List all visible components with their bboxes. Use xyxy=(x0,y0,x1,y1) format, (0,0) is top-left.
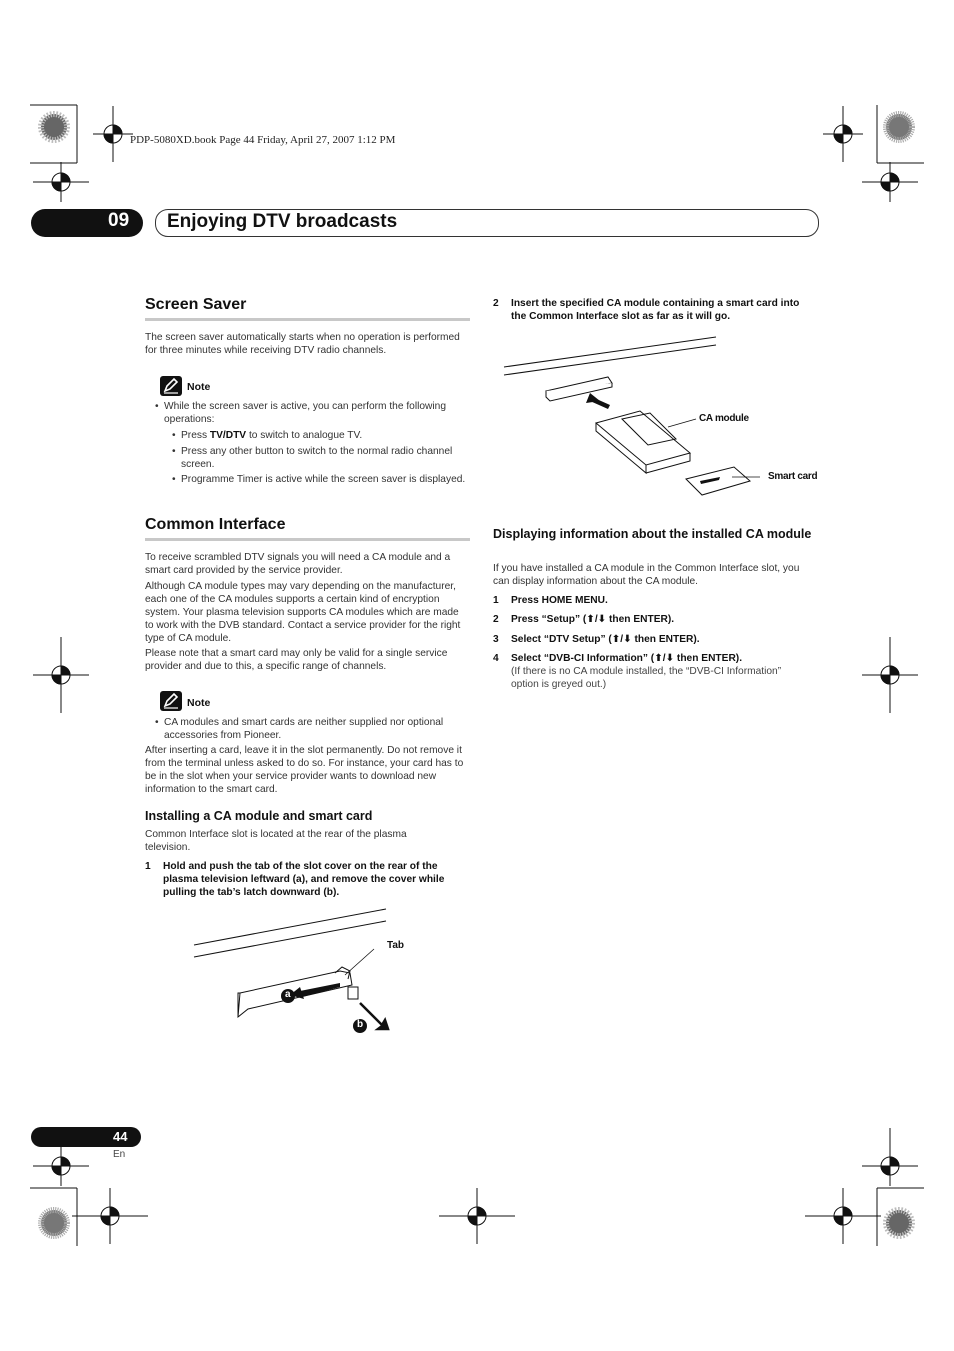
ci-para-3: Please note that a smart card may only be valid for a single service provider and due to this, a specific range of channels. xyxy=(145,648,448,672)
step-number: 3 xyxy=(493,634,499,645)
display-step-3 xyxy=(493,633,813,646)
step-number: 1 xyxy=(145,861,151,872)
step-2-text: Insert the specified CA module containing a smart card into the Common Interface slot as far as it will go. xyxy=(511,298,800,322)
display-step-4 xyxy=(493,652,813,665)
ci-after-note: After inserting a card, leave it in the slot permanently. Do not remove it from the terminal unless asked to do so. For instance, your card has to be in the slot when your service provider wants to download new information to the smart card. xyxy=(145,745,464,795)
sub-bullet-3: Programme Timer is active while the screen saver is displayed. xyxy=(181,474,466,485)
ci-para-2: Although CA module types may vary depending on the manufacturer, each one of the CA modules supports a certain kind of encryption system. Your plasma television supports CA modules which are made to work with the DVB standard. Contact a service provider for the right type of CA module. xyxy=(145,581,461,644)
sub-bullet-2: Press any other button to switch to the normal radio channel screen. xyxy=(181,446,453,470)
step-text: Select “DVB-CI Information” (⬆/⬇ then ENTER). xyxy=(511,653,743,664)
step-number: 2 xyxy=(493,614,499,625)
step-2 xyxy=(493,297,815,323)
displaying-body: If you have installed a CA module in the Common Interface slot, you can display information about the CA module. xyxy=(493,563,800,587)
page-language: En xyxy=(113,1149,126,1160)
step-1-text: Hold and push the tab of the slot cover on the rear of the plasma television leftward (a), and remove the cover while pulling the tab’s latch downward (b). xyxy=(163,861,445,898)
step-text: Select “DTV Setup” (⬆/⬇ then ENTER). xyxy=(511,634,700,645)
step-text: Press “Setup” (⬆/⬇ then ENTER). xyxy=(511,614,675,625)
heading-rule xyxy=(145,538,470,541)
display-step-1 xyxy=(493,594,813,607)
list-item: • Programme Timer is active while the screen saver is displayed. xyxy=(172,474,468,487)
ca-module-label: CA module xyxy=(699,413,749,424)
note-label: Note xyxy=(187,697,211,709)
common-interface-heading: Common Interface xyxy=(145,516,286,533)
list-item: • CA modules and smart cards are neither supplied nor optional accessories from Pioneer. xyxy=(155,717,471,742)
heading-rule xyxy=(145,318,470,321)
callout-a: a xyxy=(285,989,291,1000)
chapter-number: 09 xyxy=(108,210,130,231)
callout-b: b xyxy=(357,1019,364,1030)
step-1 xyxy=(145,860,465,899)
step-number: 4 xyxy=(493,653,499,664)
ci-note-bullet: CA modules and smart cards are neither supplied nor optional accessories from Pioneer. xyxy=(164,717,444,741)
step-4-note: (If there is no CA module installed, the “DVB-CI Information” option is greyed out.) xyxy=(511,666,782,690)
screen-saver-heading: Screen Saver xyxy=(145,296,247,313)
installing-body: Common Interface slot is located at the rear of the plasma television. xyxy=(145,829,407,853)
smart-card-label: Smart card xyxy=(768,471,818,482)
list-item: • Press TV/DTV to switch to analogue TV. xyxy=(172,430,363,441)
slot-cover-illustration xyxy=(190,905,410,1040)
sub-bullet-prefix: Press xyxy=(181,430,210,441)
list-item: • While the screen saver is active, you can perform the following operations: xyxy=(155,401,471,426)
page-number: 44 xyxy=(113,1129,128,1144)
step-number: 1 xyxy=(493,595,499,606)
tab-label: Tab xyxy=(387,940,405,951)
step-text: Press HOME MENU. xyxy=(511,595,608,606)
displaying-heading: Displaying information about the installed CA module xyxy=(493,527,812,541)
note-label: Note xyxy=(187,381,211,393)
display-step-2 xyxy=(493,613,813,626)
sub-bullet-suffix: to switch to analogue TV. xyxy=(246,430,363,441)
chapter-title: Enjoying DTV broadcasts xyxy=(167,211,398,232)
ci-para-1: To receive scrambled DTV signals you will need a CA module and a smart card provided by the service provider. xyxy=(145,552,451,576)
step-number: 2 xyxy=(493,298,499,309)
print-info-line: PDP-5080XD.book Page 44 Friday, April 27, 2007 1:12 PM xyxy=(130,134,396,146)
screen-saver-body: The screen saver automatically starts when no operation is performed for three minutes while receiving DTV radio channels. xyxy=(145,332,460,356)
note-icon xyxy=(160,376,182,396)
list-item: • Press any other button to switch to the normal radio channel screen. xyxy=(172,446,468,471)
tv-dtv-key: TV/DTV xyxy=(209,430,247,441)
installing-heading: Installing a CA module and smart card xyxy=(145,809,373,823)
note-intro: While the screen saver is active, you can perform the following operations: xyxy=(164,401,446,425)
note-icon xyxy=(160,691,182,711)
